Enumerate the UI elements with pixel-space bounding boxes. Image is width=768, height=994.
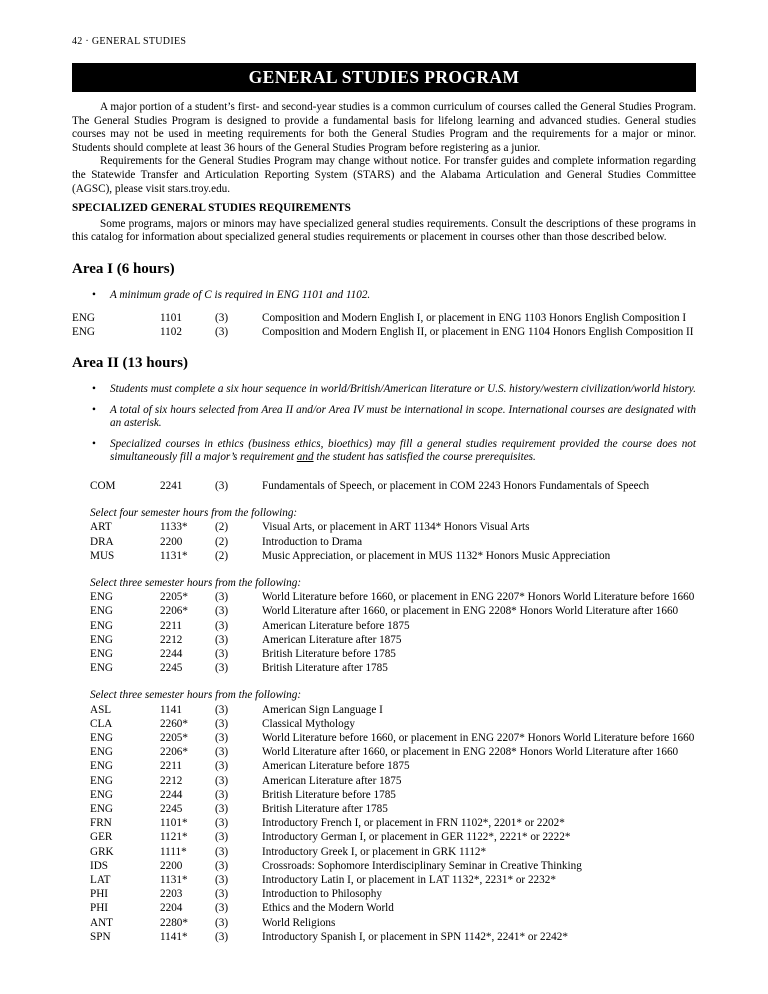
intro-section xyxy=(72,101,696,196)
course-credit-hours: (3) xyxy=(215,817,229,830)
course-title: World Literature before 1660, or placement in ENG 2207* Honors World Literature before 1660 xyxy=(262,731,695,744)
course-number: 1141 xyxy=(160,703,182,716)
bullet-text: Students must complete a six hour sequence in world/British/American literature or U.S. history/western civilization/world history. xyxy=(110,382,696,395)
course-row xyxy=(72,549,696,563)
running-header: 42 · GENERAL STUDIES xyxy=(72,36,187,47)
course-number: 2244 xyxy=(160,647,183,660)
course-credit-hours: (3) xyxy=(215,619,229,632)
course-title: World Literature before 1660, or placement in ENG 2207* Honors World Literature before 1660 xyxy=(262,591,695,604)
bullet-item xyxy=(72,383,696,397)
course-code: CLA xyxy=(90,717,113,730)
course-title: Visual Arts, or placement in ART 1134* Honors Visual Arts xyxy=(262,521,530,534)
course-code: ENG xyxy=(90,731,113,744)
course-title: British Literature after 1785 xyxy=(262,662,388,675)
course-row xyxy=(72,535,696,549)
course-title: American Literature after 1875 xyxy=(262,633,402,646)
course-credit-hours: (3) xyxy=(215,845,229,858)
area1-course-list xyxy=(72,311,696,339)
course-credit-hours: (3) xyxy=(215,930,229,943)
course-number: 2211 xyxy=(160,760,182,773)
course-row xyxy=(72,311,696,325)
course-number: 2244 xyxy=(160,788,183,801)
course-code: ASL xyxy=(90,703,112,716)
area2-group3-label: Select three semester hours from the following: xyxy=(90,576,302,589)
course-number: 2212 xyxy=(160,633,183,646)
intro-paragraph: A major portion of a student’s first- and second-year studies is a common curriculum of courses called the General Studies Program. The General Studies Program is designed to provide a fundamental basis for lifelong learning and advanced studies. General studies courses may not be used in meeting requirements for both the General Studies Program and the requirements for a major or minor. Students should complete at least 36 hours of the General Studies Program before registering as a junior. xyxy=(72,101,696,154)
course-number: 2245 xyxy=(160,662,183,675)
course-title: British Literature after 1785 xyxy=(262,802,388,815)
course-code: ENG xyxy=(90,591,113,604)
course-code: FRN xyxy=(90,817,112,830)
course-number: 2206* xyxy=(160,746,188,759)
course-number: 1131* xyxy=(160,873,188,886)
course-credit-hours: (3) xyxy=(215,802,229,815)
course-row xyxy=(72,845,696,859)
course-credit-hours: (3) xyxy=(215,831,229,844)
course-code: ENG xyxy=(90,760,113,773)
course-title: Fundamentals of Speech, or placement in COM 2243 Honors Fundamentals of Speech xyxy=(262,479,650,492)
course-number: 1111* xyxy=(160,845,187,858)
course-number: 1121* xyxy=(160,831,188,844)
course-code: GRK xyxy=(90,845,114,858)
course-row xyxy=(72,745,696,759)
course-number: 1133* xyxy=(160,521,188,534)
bullet-item xyxy=(72,438,696,465)
course-number: 2200 xyxy=(160,535,183,548)
course-title: World Literature after 1660, or placement in ENG 2208* Honors World Literature after 1660 xyxy=(262,605,679,618)
course-row xyxy=(72,788,696,802)
course-code: ANT xyxy=(90,916,113,929)
course-code: ENG xyxy=(90,619,113,632)
course-code: IDS xyxy=(90,859,109,872)
course-title: World Religions xyxy=(262,916,336,929)
course-number: 2245 xyxy=(160,802,183,815)
bullet-text: A total of six hours selected from Area II and/or Area IV must be international in scope. International courses are designated with an asterisk. xyxy=(110,403,696,430)
course-row xyxy=(72,647,696,661)
course-number: 2204 xyxy=(160,902,183,915)
course-number: 1131* xyxy=(160,549,188,562)
bullet-text: Specialized courses in ethics (business ethics, bioethics) may fill a general studies requirement provided the course does not simultaneously fill a major’s requirement xyxy=(110,437,696,464)
course-credit-hours: (3) xyxy=(215,774,229,787)
course-title: American Literature before 1875 xyxy=(262,619,410,632)
course-credit-hours: (3) xyxy=(215,479,229,492)
course-title: Music Appreciation, or placement in MUS 1132* Honors Music Appreciation xyxy=(262,549,611,562)
course-number: 2205* xyxy=(160,731,188,744)
course-number: 2206* xyxy=(160,605,188,618)
course-row xyxy=(72,830,696,844)
area2-group2-label: Select four semester hours from the following: xyxy=(90,507,298,520)
area2-group4-course-list xyxy=(72,703,696,944)
course-row xyxy=(72,479,696,493)
course-row xyxy=(72,604,696,618)
course-number: 1101 xyxy=(160,311,182,324)
bullet-item xyxy=(72,404,696,431)
course-code: ENG xyxy=(90,605,113,618)
area1-bullet-list xyxy=(72,289,696,303)
course-row xyxy=(72,661,696,675)
course-number: 2205* xyxy=(160,591,188,604)
course-row xyxy=(72,703,696,717)
course-row xyxy=(72,930,696,944)
specialized-heading: SPECIALIZED GENERAL STUDIES REQUIREMENTS xyxy=(72,202,351,215)
area2-heading: Area II (13 hours) xyxy=(72,354,188,371)
course-number: 1141* xyxy=(160,930,188,943)
course-title: Introductory Latin I, or placement in LAT 1132*, 2231* or 2232* xyxy=(262,873,556,886)
course-row xyxy=(72,520,696,534)
course-code: ENG xyxy=(90,788,113,801)
course-number: 1102 xyxy=(160,325,182,338)
course-credit-hours: (3) xyxy=(215,859,229,872)
bullet-underlined-word: and xyxy=(296,451,314,464)
course-credit-hours: (3) xyxy=(215,916,229,929)
course-code: DRA xyxy=(90,535,114,548)
course-row xyxy=(72,873,696,887)
course-code: ENG xyxy=(72,325,95,338)
course-credit-hours: (3) xyxy=(215,647,229,660)
course-credit-hours: (3) xyxy=(215,873,229,886)
course-row xyxy=(72,774,696,788)
course-credit-hours: (3) xyxy=(215,760,229,773)
bullet-item xyxy=(72,289,696,303)
course-code: COM xyxy=(90,479,116,492)
course-credit-hours: (3) xyxy=(215,633,229,646)
course-row xyxy=(72,887,696,901)
course-title: British Literature before 1785 xyxy=(262,788,396,801)
course-number: 2280* xyxy=(160,916,188,929)
course-row xyxy=(72,633,696,647)
course-credit-hours: (3) xyxy=(215,662,229,675)
course-title: Composition and Modern English II, or placement in ENG 1104 Honors English Composition II xyxy=(262,325,694,338)
intro-paragraph: Requirements for the General Studies Program may change without notice. For transfer guides and complete information regarding the Statewide Transfer and Articulation Reporting System (STARS) and the Alabama Articulation and General Studies Committee (AGSC), please visit stars.troy.edu. xyxy=(72,155,696,195)
course-code: GER xyxy=(90,831,113,844)
course-title: Introductory Spanish I, or placement in SPN 1142*, 2241* or 2242* xyxy=(262,930,568,943)
area2-group2-course-list xyxy=(72,520,696,563)
course-number: 2211 xyxy=(160,619,182,632)
course-row xyxy=(72,816,696,830)
course-number: 2241 xyxy=(160,479,183,492)
course-row xyxy=(72,619,696,633)
course-code: ENG xyxy=(72,311,95,324)
course-row xyxy=(72,859,696,873)
course-row xyxy=(72,901,696,915)
course-title: Introduction to Philosophy xyxy=(262,888,382,901)
course-title: Introduction to Drama xyxy=(262,535,363,548)
course-credit-hours: (2) xyxy=(215,549,229,562)
course-row xyxy=(72,916,696,930)
course-title: American Literature after 1875 xyxy=(262,774,402,787)
page-title-banner: GENERAL STUDIES PROGRAM xyxy=(72,63,696,92)
course-number: 2260* xyxy=(160,717,188,730)
course-number: 2212 xyxy=(160,774,183,787)
course-credit-hours: (3) xyxy=(215,717,229,730)
course-row xyxy=(72,590,696,604)
course-number: 2200 xyxy=(160,859,183,872)
area2-group4-label: Select three semester hours from the following: xyxy=(90,689,302,702)
course-code: LAT xyxy=(90,873,111,886)
area1-heading: Area I (6 hours) xyxy=(72,260,175,277)
course-code: ENG xyxy=(90,647,113,660)
course-row xyxy=(72,802,696,816)
area2-bullet-list xyxy=(72,383,696,465)
bullet-text-after: the student has satisfied the course prerequisites. xyxy=(313,451,536,464)
course-code: ENG xyxy=(90,774,113,787)
course-title: World Literature after 1660, or placement in ENG 2208* Honors World Literature after 1660 xyxy=(262,746,679,759)
course-credit-hours: (2) xyxy=(215,535,229,548)
course-code: ENG xyxy=(90,802,113,815)
course-code: PHI xyxy=(90,902,109,915)
area2-group3-course-list xyxy=(72,590,696,675)
course-credit-hours: (3) xyxy=(215,746,229,759)
specialized-body: Some programs, majors or minors may have specialized general studies requirements. Consult the descriptions of these programs in this catalog for information about specialized general studies requirements or placement in courses other than those described below. xyxy=(72,217,696,244)
course-credit-hours: (3) xyxy=(215,731,229,744)
course-title: Introductory German I, or placement in GER 1122*, 2221* or 2222* xyxy=(262,831,571,844)
course-code: ENG xyxy=(90,662,113,675)
course-credit-hours: (3) xyxy=(215,888,229,901)
course-credit-hours: (3) xyxy=(215,902,229,915)
area2-group1-course-list xyxy=(72,479,696,493)
course-code: ENG xyxy=(90,746,113,759)
course-credit-hours: (3) xyxy=(215,605,229,618)
course-code: ENG xyxy=(90,633,113,646)
course-title: British Literature before 1785 xyxy=(262,647,396,660)
course-row xyxy=(72,759,696,773)
course-credit-hours: (2) xyxy=(215,521,229,534)
course-title: Composition and Modern English I, or placement in ENG 1103 Honors English Composition I xyxy=(262,311,687,324)
course-title: Classical Mythology xyxy=(262,717,355,730)
course-number: 2203 xyxy=(160,888,183,901)
course-row xyxy=(72,325,696,339)
course-row xyxy=(72,731,696,745)
course-code: MUS xyxy=(90,549,115,562)
course-title: Introductory Greek I, or placement in GRK 1112* xyxy=(262,845,487,858)
course-title: American Sign Language I xyxy=(262,703,383,716)
course-credit-hours: (3) xyxy=(215,788,229,801)
course-title: American Literature before 1875 xyxy=(262,760,410,773)
course-credit-hours: (3) xyxy=(215,311,229,324)
bullet-text: A minimum grade of C is required in ENG 1101 and 1102. xyxy=(110,288,371,301)
course-code: SPN xyxy=(90,930,111,943)
course-title: Ethics and the Modern World xyxy=(262,902,394,915)
course-number: 1101* xyxy=(160,817,188,830)
course-title: Crossroads: Sophomore Interdisciplinary Seminar in Creative Thinking xyxy=(262,859,582,872)
course-row xyxy=(72,717,696,731)
course-credit-hours: (3) xyxy=(215,703,229,716)
course-code: ART xyxy=(90,521,112,534)
course-code: PHI xyxy=(90,888,109,901)
course-credit-hours: (3) xyxy=(215,325,229,338)
course-credit-hours: (3) xyxy=(215,591,229,604)
course-title: Introductory French I, or placement in FRN 1102*, 2201* or 2202* xyxy=(262,817,565,830)
